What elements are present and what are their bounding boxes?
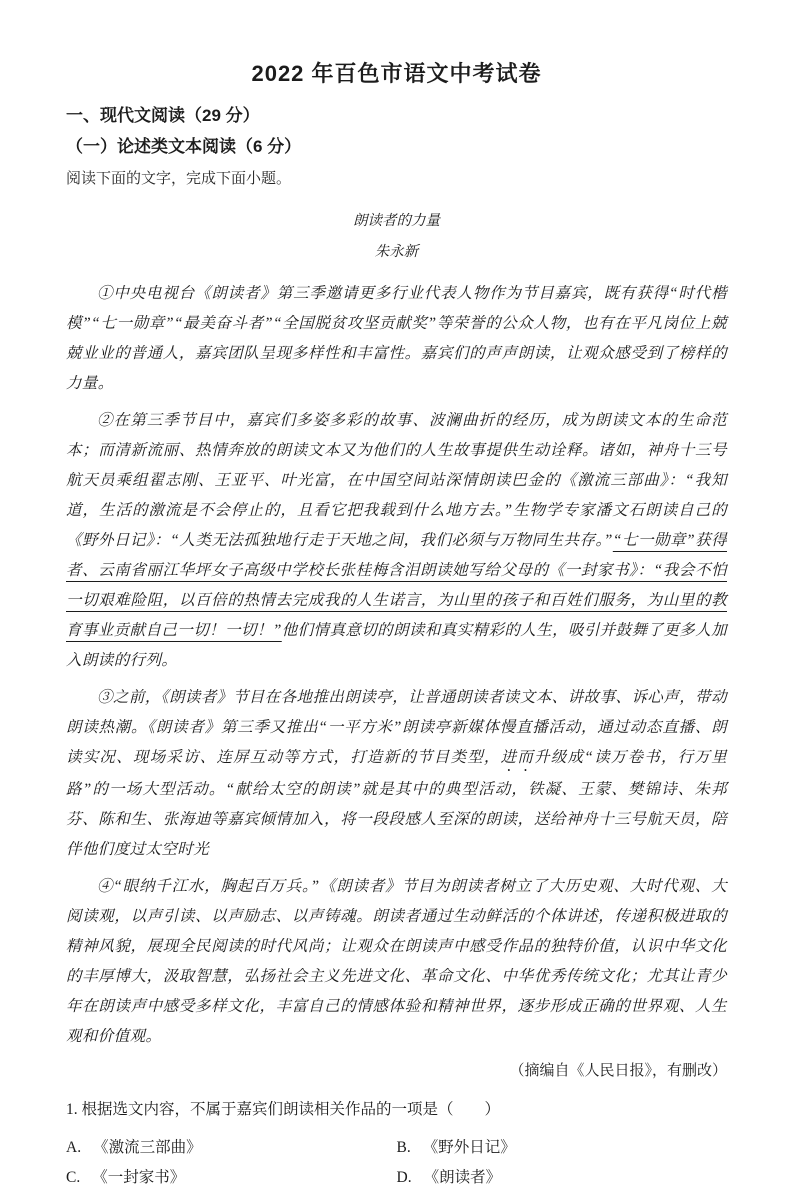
subsection-heading: （一）论述类文本阅读（6 分） [66, 137, 302, 156]
option-label: B. [396, 1139, 411, 1156]
option-D [397, 1165, 728, 1191]
article-paragraph [66, 406, 727, 676]
option-label: D. [396, 1169, 412, 1186]
article-author: 朱永新 [374, 244, 419, 260]
reading-passage [66, 210, 727, 1083]
passage-text: ③之前，《朗读者》节目在各地推出朗读亭，让普通朗读者读文本、讲故事、诉心声，带动朗读热潮。《朗读者》第三季又推出“一平方米”朗读亭新媒体慢直播活动，通过动态直播、朗读实况、现场采访、连屏互动等方式，打造新的节目类型， [66, 689, 727, 766]
passage-text: ④“眼纳千江水，胸起百万兵。”《朗读者》节目为朗读者树立了大历史观、大时代观、大阅读观，以声引读、以声励志、以声铸魂。朗读者通过生动鲜活的个体讲述，传递积极进取的精神风貌，展现全民阅读的时代风尚；让观众在朗读声中感受作品的独特价值，认识中华文化的丰厚博大，汲取智慧，弘扬社会主义先进文化、革命文化、中华优秀传统文化；尤其让青少年在朗读声中感受多样文化，丰富自己的情感体验和精神世界，逐步形成正确的世界观、人生观和价值观。 [66, 878, 727, 1045]
passage-emphasis-dots: 进而 [500, 749, 535, 766]
option-text: 《朗读者》 [423, 1169, 502, 1186]
option-text: 《野外日记》 [422, 1139, 516, 1156]
passage-text: ②在第三季节目中，嘉宾们多姿多彩的故事、波澜曲折的经历，成为朗读文本的生命范本；而清新流丽、热情奔放的朗读文本又为他们的人生故事提供生动诠释。诸如，神舟十三号航天员乘组翟志刚、王亚平、叶光富，在中国空间站深情朗读巴金的《激流三部曲》：“我知道，生活的激流是不会停止的，且看它把我载到什么地方去。”生物学专家潘文石朗读自己的《野外日记》：“人类无法孤独地行走于天地之间，我们必须与万物同生共存。” [66, 412, 727, 549]
option-A [66, 1135, 397, 1161]
instruction-text: 阅读下面的文字，完成下面小题。 [66, 171, 292, 187]
passage-underline: “七一勋章”获得者、云南省丽江华坪女子高级中学校长张桂梅含泪朗读她写给父母的《一封家书》：“我会不怕一切艰难险阻，以百倍的热情去完成我的人生诺言，为山里的孩子和百姓们服务，为山里的教育事业贡献自己一切！一切！” [66, 532, 727, 639]
section-heading: 一、现代文阅读（29 分） [66, 106, 260, 125]
article-paragraph [66, 279, 727, 399]
option-text: 《激流三部曲》 [93, 1139, 202, 1156]
option-B [397, 1135, 728, 1161]
question-1 [66, 1097, 727, 1191]
passage-text: 升级成“读万卷书，行万里路”的一场大型活动。“献给太空的朗读”就是其中的典型活动，铁凝、王蒙、樊锦诗、朱邦芬、陈和生、张海迪等嘉宾倾情加入，将一段段感人至深的朗读，送给神舟十三号航天员，陪伴他们度过太空时光 [66, 749, 728, 858]
article-paragraphs [66, 279, 727, 1052]
page-title: 2022 年百色市语文中考试卷 [251, 61, 542, 86]
passage-text: ①中央电视台《朗读者》第三季邀请更多行业代表人物作为节目嘉宾，既有获得“时代楷模”“七一勋章”“最美奋斗者”“全国脱贫攻坚贡献奖”等荣誉的公众人物，也有在平凡岗位上兢兢业业的普通人，嘉宾团队呈现多样性和丰富性。嘉宾们的声声朗读，让观众感受到了榜样的力量。 [66, 285, 727, 392]
question-options [66, 1135, 727, 1191]
option-label: A. [66, 1139, 82, 1156]
option-text: 《一封家书》 [92, 1169, 186, 1186]
article-paragraph [66, 872, 727, 1052]
source-attribution: （摘编自《人民日报》，有删改） [509, 1063, 727, 1079]
article-paragraph [66, 683, 727, 865]
article-title: 朗读者的力量 [353, 213, 440, 229]
option-label: C. [66, 1169, 81, 1186]
question-stem: 1. 根据选文内容，不属于嘉宾们朗读相关作品的一项是（ ） [66, 1101, 501, 1118]
passage-text: 他们情真意切的朗读和真实精彩的人生，吸引并鼓舞了更多人加入朗读的行列。 [66, 622, 727, 669]
option-C [66, 1165, 397, 1191]
